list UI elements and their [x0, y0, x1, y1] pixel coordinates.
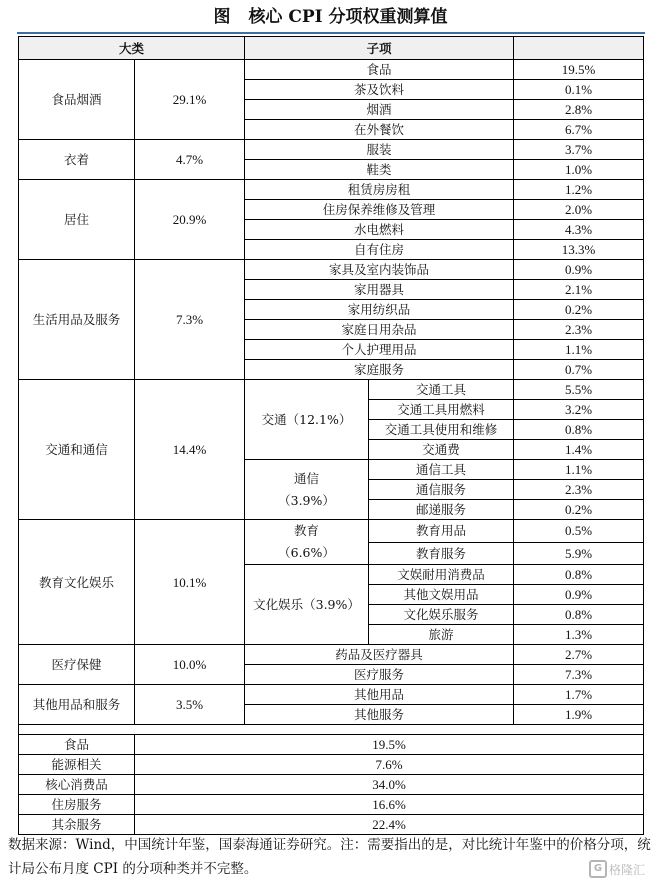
- title-divider: [17, 32, 645, 34]
- subitem-weight: 2.0%: [514, 200, 644, 220]
- figure-title-text: 核心 CPI 分项权重测算值: [248, 7, 448, 27]
- subitem-name: 家用器具: [245, 280, 514, 300]
- subitem-weight: 19.5%: [514, 60, 644, 80]
- subitem-weight: 1.1%: [514, 460, 644, 480]
- summary-weight: 22.4%: [135, 815, 644, 835]
- subitem-name: 通信工具: [369, 460, 514, 480]
- subitem-weight: 1.2%: [514, 180, 644, 200]
- table-header-row: [19, 37, 644, 60]
- subitem-name: 教育服务: [369, 542, 514, 565]
- subitem-weight: 6.7%: [514, 120, 644, 140]
- source-note: 数据来源：Wind，中国统计年鉴，国泰海通证券研究。注：需要指出的是，对比统计年鉴中的价格分项，统计局公布月度 CPI 的分项种类并不完整。: [8, 837, 651, 877]
- subgroup-name: 教育: [294, 523, 320, 538]
- subitem-weight: 1.3%: [514, 625, 644, 645]
- subitem-weight: 0.8%: [514, 605, 644, 625]
- subitem-name: 药品及医疗器具: [245, 645, 514, 665]
- subitem-name: 个人护理用品: [245, 340, 514, 360]
- subitem-weight: 0.7%: [514, 360, 644, 380]
- cpi-weight-table: [18, 36, 644, 835]
- figure-label: 图: [213, 7, 231, 27]
- summary-row: [19, 775, 644, 795]
- subitem-weight: 7.3%: [514, 665, 644, 685]
- subitem-name: 家庭服务: [245, 360, 514, 380]
- subgroup-weight: （3.9%）: [278, 492, 335, 508]
- subitem-name: 烟酒: [245, 100, 514, 120]
- subgroup-weight: （6.6%）: [278, 545, 335, 560]
- subitem-name: 医疗服务: [245, 665, 514, 685]
- subitem-name: 交通工具用燃料: [369, 400, 514, 420]
- subgroup-label: [245, 380, 369, 460]
- subitem-name: 交通工具使用和维修: [369, 420, 514, 440]
- category-weight: 3.5%: [135, 685, 245, 725]
- table-row: [19, 685, 644, 705]
- subgroup-name: 通信: [294, 470, 320, 486]
- table-row: [19, 645, 644, 665]
- subitem-weight: 5.9%: [514, 542, 644, 565]
- subitem-name: 交通费: [369, 440, 514, 460]
- subitem-weight: 1.1%: [514, 340, 644, 360]
- subitem-name: 鞋类: [245, 160, 514, 180]
- subitem-name: 家用纺织品: [245, 300, 514, 320]
- category-name: 生活用品及服务: [19, 260, 135, 380]
- subitem-weight: 13.3%: [514, 240, 644, 260]
- subitem-weight: 1.4%: [514, 440, 644, 460]
- subitem-name: 水电燃料: [245, 220, 514, 240]
- subitem-name: 文化娱乐服务: [369, 605, 514, 625]
- subitem-name: 其他文娱用品: [369, 585, 514, 605]
- subitem-weight: 2.3%: [514, 480, 644, 500]
- category-name: 教育文化娱乐: [19, 520, 135, 645]
- subitem-weight: 0.8%: [514, 420, 644, 440]
- category-name: 其他用品和服务: [19, 685, 135, 725]
- table-row: [19, 180, 644, 200]
- category-name: 衣着: [19, 140, 135, 180]
- header-sub: 子项: [245, 37, 514, 60]
- gap-cell: [19, 725, 514, 735]
- subitem-name: 租赁房房租: [245, 180, 514, 200]
- summary-name: 其余服务: [19, 815, 135, 835]
- subitem-name: 住房保养维修及管理: [245, 200, 514, 220]
- summary-row: [19, 735, 644, 755]
- subgroup-label: [245, 520, 369, 565]
- summary-row: [19, 815, 644, 835]
- watermark: [589, 858, 655, 880]
- figure-title: [0, 0, 661, 30]
- subitem-name: 旅游: [369, 625, 514, 645]
- category-name: 居住: [19, 180, 135, 260]
- subitem-weight: 0.9%: [514, 260, 644, 280]
- category-weight: 14.4%: [135, 380, 245, 520]
- table-row: [19, 520, 644, 543]
- subitem-name: 通信服务: [369, 480, 514, 500]
- subitem-name: 教育用品: [369, 520, 514, 543]
- subitem-weight: 5.5%: [514, 380, 644, 400]
- subgroup-name: 文化娱乐（3.9%）: [253, 597, 360, 612]
- subitem-name: 自有住房: [245, 240, 514, 260]
- summary-weight: 16.6%: [135, 795, 644, 815]
- subitem-name: 茶及饮料: [245, 80, 514, 100]
- summary-name: 住房服务: [19, 795, 135, 815]
- category-weight: 10.1%: [135, 520, 245, 645]
- subitem-weight: 0.8%: [514, 565, 644, 585]
- table-row: [19, 380, 644, 400]
- subitem-name: 家具及室内装饰品: [245, 260, 514, 280]
- subgroup-label: [245, 565, 369, 645]
- subitem-weight: 2.8%: [514, 100, 644, 120]
- subitem-weight: 3.7%: [514, 140, 644, 160]
- header-blank: [514, 37, 644, 60]
- subitem-weight: 2.7%: [514, 645, 644, 665]
- subitem-name: 其他用品: [245, 685, 514, 705]
- subitem-weight: 3.2%: [514, 400, 644, 420]
- table-row: [19, 140, 644, 160]
- subitem-weight: 1.0%: [514, 160, 644, 180]
- subitem-weight: 0.2%: [514, 300, 644, 320]
- subitem-weight: 0.5%: [514, 520, 644, 543]
- watermark-logo-icon: G: [589, 860, 607, 878]
- summary-weight: 19.5%: [135, 735, 644, 755]
- subgroup-label: [245, 460, 369, 520]
- category-weight: 10.0%: [135, 645, 245, 685]
- summary-weight: 7.6%: [135, 755, 644, 775]
- subitem-weight: 2.1%: [514, 280, 644, 300]
- subgroup-name: 交通（12.1%）: [261, 412, 352, 427]
- summary-name: 食品: [19, 735, 135, 755]
- subitem-name: 邮递服务: [369, 500, 514, 520]
- category-weight: 20.9%: [135, 180, 245, 260]
- subitem-name: 其他服务: [245, 705, 514, 725]
- category-name: 食品烟酒: [19, 60, 135, 140]
- subitem-weight: 2.3%: [514, 320, 644, 340]
- summary-name: 核心消费品: [19, 775, 135, 795]
- summary-weight: 34.0%: [135, 775, 644, 795]
- subitem-weight: 0.2%: [514, 500, 644, 520]
- subitem-name: 文娱耐用消费品: [369, 565, 514, 585]
- subitem-name: 服装: [245, 140, 514, 160]
- subitem-weight: 0.9%: [514, 585, 644, 605]
- subitem-name: 食品: [245, 60, 514, 80]
- category-name: 医疗保健: [19, 645, 135, 685]
- subitem-weight: 4.3%: [514, 220, 644, 240]
- summary-row: [19, 755, 644, 775]
- category-weight: 29.1%: [135, 60, 245, 140]
- table-row: [19, 260, 644, 280]
- subitem-weight: 1.7%: [514, 685, 644, 705]
- subitem-weight: 1.9%: [514, 705, 644, 725]
- subitem-name: 在外餐饮: [245, 120, 514, 140]
- subitem-name: 交通工具: [369, 380, 514, 400]
- category-name: 交通和通信: [19, 380, 135, 520]
- header-major: 大类: [19, 37, 245, 60]
- category-weight: 7.3%: [135, 260, 245, 380]
- subitem-weight: 0.1%: [514, 80, 644, 100]
- table-row: [19, 60, 644, 80]
- summary-name: 能源相关: [19, 755, 135, 775]
- table-gap-row: [19, 725, 644, 735]
- gap-cell: [514, 725, 644, 735]
- subitem-name: 家庭日用杂品: [245, 320, 514, 340]
- summary-row: [19, 795, 644, 815]
- category-weight: 4.7%: [135, 140, 245, 180]
- watermark-text: 格隆汇: [609, 862, 646, 877]
